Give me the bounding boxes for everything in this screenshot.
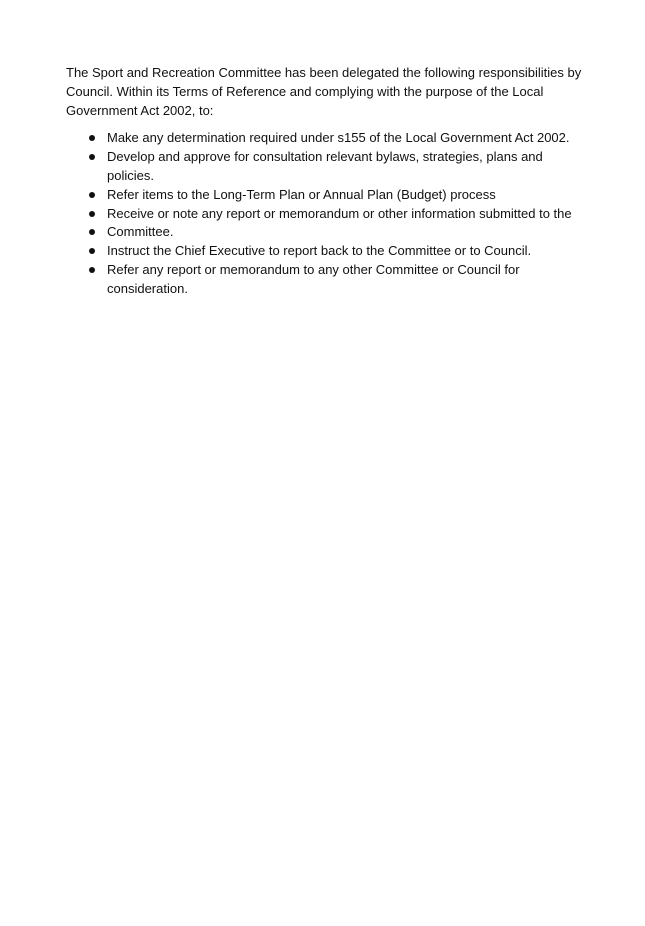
bullet-icon: [89, 267, 95, 273]
bullet-icon: [89, 192, 95, 198]
list-item: [66, 223, 586, 242]
bullet-icon: [89, 211, 95, 217]
list-item: [66, 129, 586, 148]
list-item: [66, 205, 586, 224]
list-item-text: Make any determination required under s155 of the Local Government Act 2002.: [107, 130, 570, 146]
list-item: [66, 148, 586, 186]
list-item-text: Instruct the Chief Executive to report back to the Committee or to Council.: [107, 243, 532, 259]
bullet-icon: [89, 229, 95, 235]
list-item: [66, 242, 586, 261]
responsibilities-list: [66, 129, 586, 298]
bullet-icon: [89, 154, 95, 160]
list-item-text: Committee.: [107, 224, 174, 240]
list-item: [66, 186, 586, 205]
document-body: [66, 64, 586, 299]
list-item-text: Refer items to the Long-Term Plan or Annual Plan (Budget) process: [107, 186, 496, 202]
bullet-icon: [89, 248, 95, 254]
list-item-text: Develop and approve for consultation relevant bylaws, strategies, plans and policies.: [107, 149, 543, 183]
list-item-text: Refer any report or memorandum to any other Committee or Council for consideration.: [107, 261, 520, 296]
list-item: [66, 261, 586, 299]
list-item-text: Receive or note any report or memorandum or other information submitted to the: [107, 205, 572, 221]
intro-paragraph: The Sport and Recreation Committee has been delegated the following responsibilities by Council. Within its Terms of Reference and complying with the purpose of the Local Government Act 2002, to:: [66, 65, 582, 118]
bullet-icon: [89, 135, 95, 141]
